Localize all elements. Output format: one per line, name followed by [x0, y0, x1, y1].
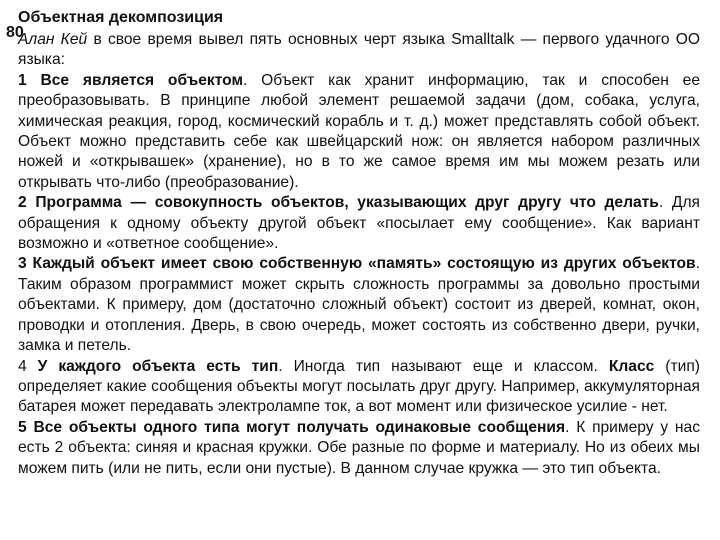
feature-5-paragraph: [18, 418, 700, 479]
feature-2-heading: 2 Программа — совокупность объектов, указывающих друг другу что делать: [18, 194, 659, 212]
body-text: [18, 30, 700, 479]
feature-1-paragraph: [18, 71, 700, 193]
intro-author: Алан Кей: [18, 31, 88, 48]
feature-5-text: . К примеру у нас есть 2 объекта: синяя и красная кружки. Обе разные по форме и материалу. Но из обеих мы можем пить (или не пить, если они пустые). В данном случае кружка — это тип объекта.: [18, 418, 701, 477]
feature-1-heading: 1 Все является объектом: [18, 71, 243, 89]
feature-2-text: . Для обращения к одному объекту другой объект «посылает ему сообщение». Как вариант возможно и «ответное сообщение».: [18, 194, 700, 253]
feature-2-paragraph: [18, 193, 700, 254]
page-number: 80: [6, 24, 24, 41]
intro-paragraph: [18, 30, 700, 71]
feature-4-heading: У каждого объекта есть тип: [37, 357, 279, 375]
feature-1-text: . Объект как хранит информацию, так и способен ее преобразовывать. В принципе любой элемент решаемой задачи (дом, собака, услуга, химическая реакция, город, космический корабль и т. д.) может представлять собой объект. Объект можно представить себе как швейцарский нож: он является набором различных ножей и «открывашек» (хранение), но в то же самое время им мы можем резать или открывать что-либо (преобразование).: [18, 71, 700, 191]
feature-4-text: (тип) определяет какие сообщения объекты могут посылать друг другу. Например, аккумуляторная батарея может передавать электролампе ток, а вот момент или физическое усилие - нет.: [18, 357, 700, 416]
feature-4-heading-class: Класс: [608, 357, 655, 375]
feature-4-number: 4: [18, 357, 38, 375]
feature-5-heading: 5 Все объекты одного типа могут получать одинаковые сообщения: [18, 418, 566, 436]
feature-3-text: . Таким образом программист может скрыть сложность программы за довольно простыми объектами. К примеру, дом (достаточно сложный объект) состоит из дверей, комнат, окон, проводки и отопления. Дверь, в свою очередь, может состоять из собственно двери, ручки, замка и петель.: [18, 255, 700, 355]
feature-3-heading: 3 Каждый объект имеет свою собственную «память» состоящую из других объектов: [18, 255, 696, 273]
feature-4-text-before: . Иногда тип называют еще и классом.: [278, 357, 609, 375]
feature-3-paragraph: [18, 254, 700, 356]
intro-text: в свое время вывел пять основных черт языка Smalltalk — первого удачного ОО языка:: [18, 31, 700, 69]
page-title: Объектная декомпозиция: [18, 9, 224, 26]
feature-4-paragraph: [18, 357, 700, 418]
